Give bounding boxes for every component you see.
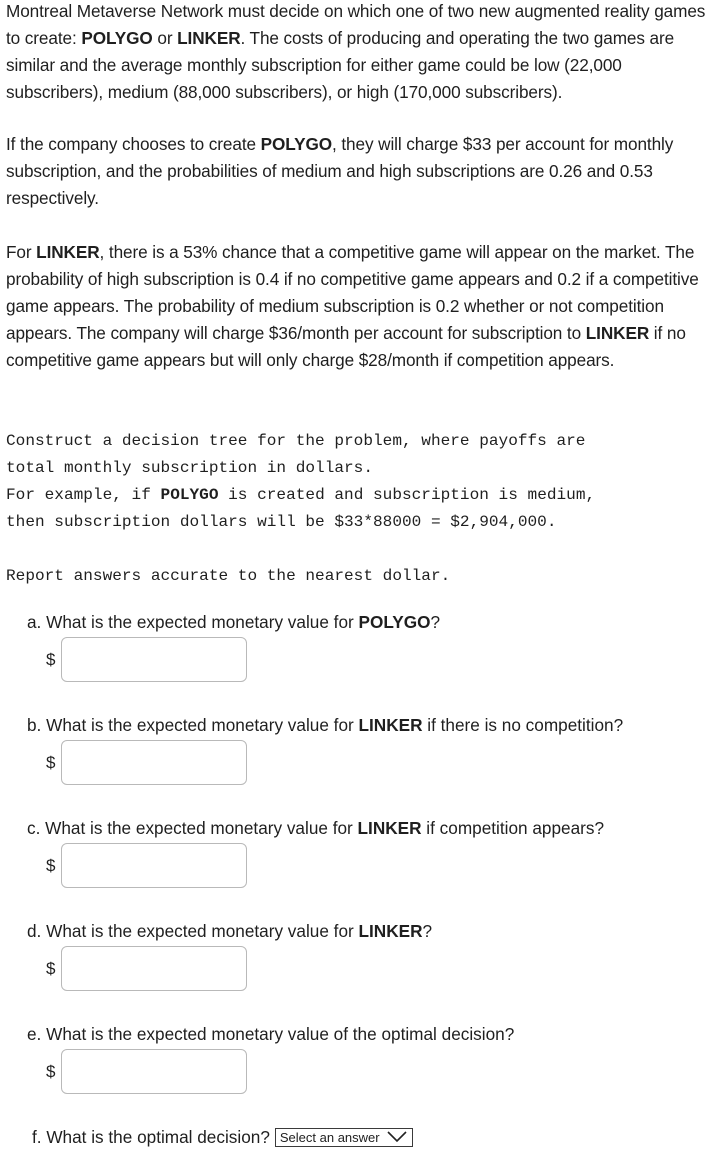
optimal-decision-select[interactable]: [275, 1128, 413, 1147]
game-name-linker: LINKER: [585, 323, 650, 343]
answer-a-input[interactable]: [61, 637, 247, 682]
question-e: e. What is the expected monetary value of the optimal decision?: [27, 1024, 515, 1044]
game-name-polygo: POLYGO: [358, 612, 431, 632]
game-name-linker: LINKER: [358, 715, 423, 735]
intro-paragraph-3: [6, 239, 710, 374]
answer-b-group: [46, 740, 250, 788]
question-text: d. What is the expected monetary value for: [27, 921, 359, 941]
dollar-sign: $: [46, 959, 56, 978]
instruction-line: then subscription dollars will be $33*88000 = $2,904,000.: [6, 513, 557, 531]
answer-c-input[interactable]: [61, 843, 247, 888]
question-text: if there is no competition?: [422, 715, 624, 735]
instruction-text: For example, if: [6, 486, 161, 504]
intro-text: , there is a 53% chance that a competitive game will appear on the market. The probability of high subscription is 0.4 if no competitive game appears and 0.2 if a competitive game appears. The probability of medium subscription is 0.2 whether or not competition appears. The company will charge $36/month per account for subscription to: [6, 242, 699, 343]
question-d: [27, 920, 432, 942]
dollar-sign: $: [46, 753, 56, 772]
game-name-polygo: POLYGO: [81, 28, 153, 48]
instruction-line: total monthly subscription in dollars.: [6, 459, 373, 477]
intro-text: , they will charge $33 per account for monthly subscription, and the probabilities of medium and high subscriptions are 0.26 and 0.53 respectively.: [6, 134, 674, 208]
intro-text: or: [152, 28, 178, 48]
dollar-sign: $: [46, 856, 56, 875]
intro-paragraph-1: [6, 0, 710, 106]
intro-text: if no competitive game appears but will only charge $28/month if competition appears.: [6, 323, 686, 370]
answer-a-group: [46, 637, 250, 685]
intro-paragraph-2: [6, 131, 710, 212]
question-text: if competition appears?: [421, 818, 605, 838]
answer-d-input[interactable]: [61, 946, 247, 991]
question-text: ?: [422, 921, 433, 941]
answer-d-group: [46, 946, 250, 994]
question-b: [27, 714, 623, 736]
question-text: b. What is the expected monetary value for: [27, 715, 359, 735]
question-a: [27, 611, 440, 633]
instruction-text: is created and subscription is medium,: [218, 486, 596, 504]
dollar-sign: $: [46, 1062, 56, 1081]
game-name-linker: LINKER: [36, 242, 100, 262]
game-name-linker: LINKER: [358, 921, 423, 941]
question-f-text: f. What is the optimal decision?: [32, 1127, 270, 1147]
instruction-line: [6, 482, 712, 509]
intro-text: . The costs of producing and operating the two games are similar and the average monthly subscription for either game could be low (22,000 subscribers), medium (88,000 subscribers), or high (170,000 subscribers).: [6, 28, 675, 102]
question-text: c. What is the expected monetary value for: [27, 818, 358, 838]
question-f: [32, 1126, 413, 1148]
instruction-line: Construct a decision tree for the problem, where payoffs are: [6, 432, 586, 450]
intro-text: Montreal Metaverse Network must decide on which one of two new augmented reality games to create:: [6, 1, 706, 48]
question-text: ?: [430, 612, 441, 632]
question-c: [27, 817, 604, 839]
game-name-polygo: POLYGO: [160, 486, 219, 504]
game-name-polygo: POLYGO: [260, 134, 333, 154]
report-instruction: Report answers accurate to the nearest dollar.: [6, 567, 451, 585]
answer-e-group: [46, 1049, 250, 1097]
answer-b-input[interactable]: [61, 740, 247, 785]
answer-e-input[interactable]: [61, 1049, 247, 1094]
intro-text: For: [6, 242, 37, 262]
game-name-linker: LINKER: [177, 28, 241, 48]
question-text: a. What is the expected monetary value for: [27, 612, 359, 632]
answer-c-group: [46, 843, 250, 891]
chevron-down-icon: [386, 1131, 408, 1143]
game-name-linker: LINKER: [357, 818, 422, 838]
select-label: Select an answer: [279, 1129, 380, 1145]
dollar-sign: $: [46, 650, 56, 669]
intro-text: If the company chooses to create: [6, 134, 261, 154]
